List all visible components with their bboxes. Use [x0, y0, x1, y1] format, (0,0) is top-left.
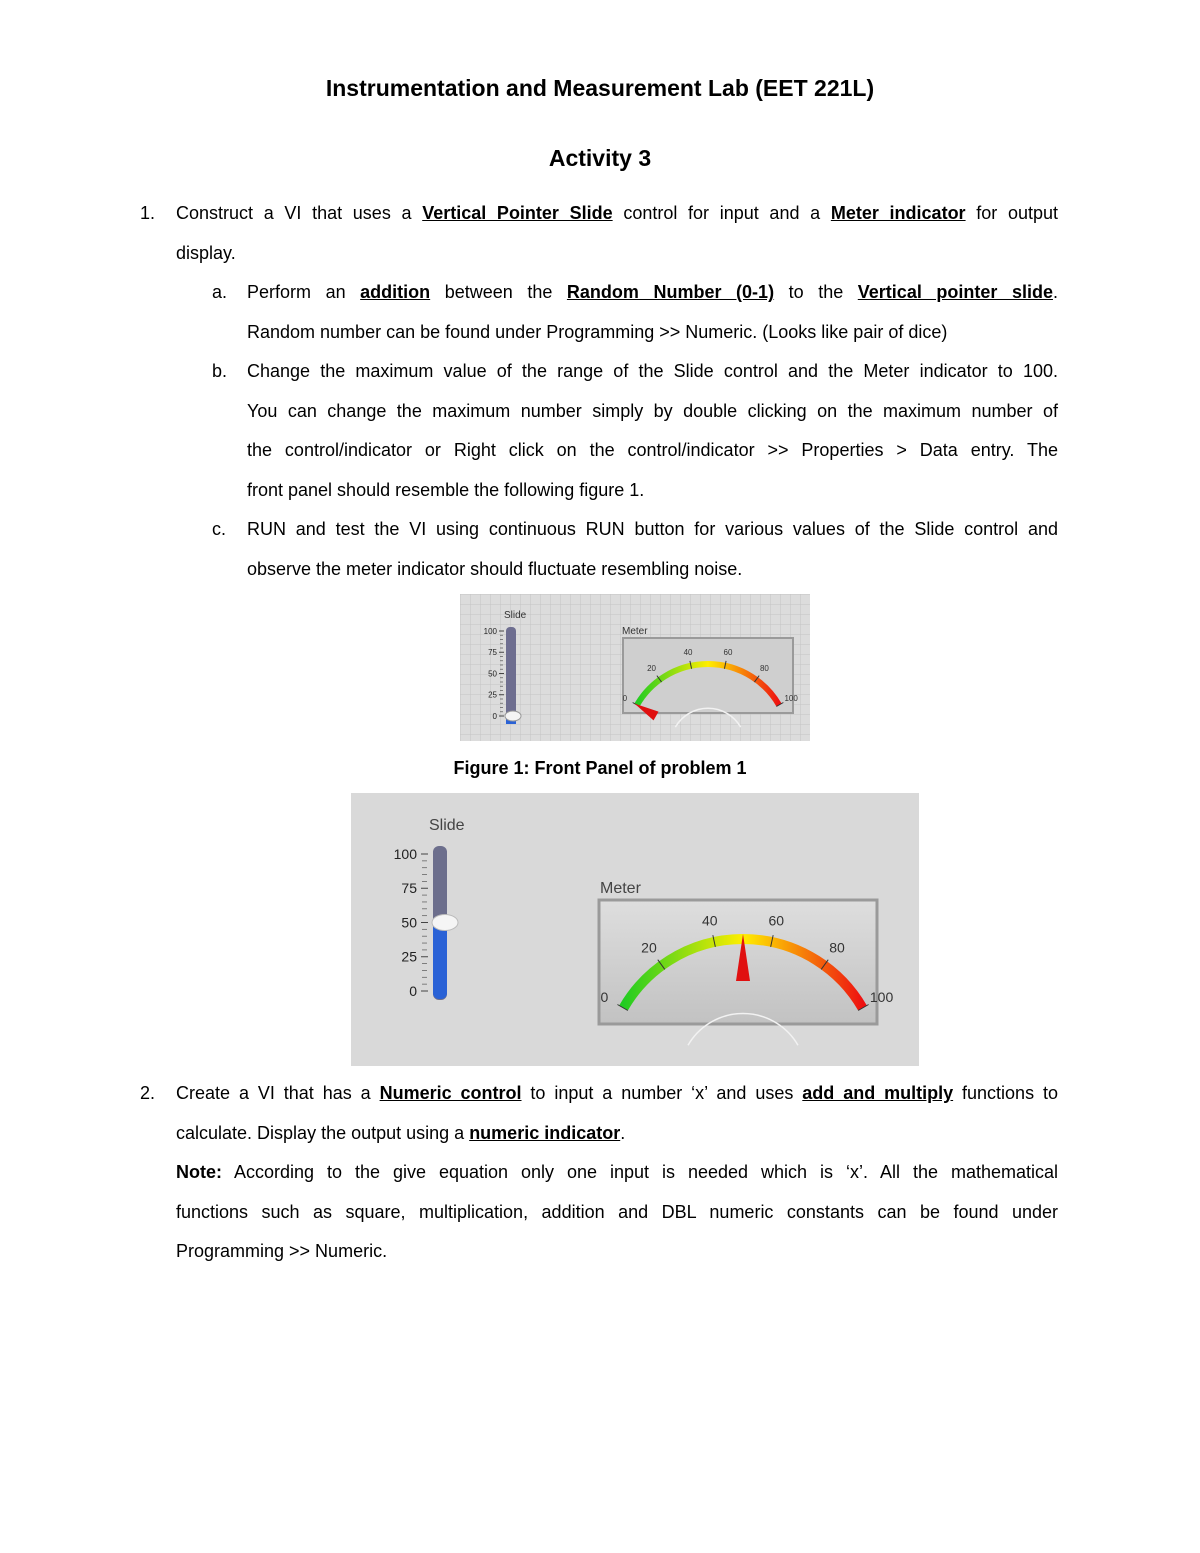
q2-text-1: Create a VI that has a — [176, 1083, 380, 1103]
q2-term-numeric-control: Numeric control — [379, 1083, 522, 1103]
meter-tick-label-0: 0 — [622, 693, 628, 703]
large-slide-thumb[interactable] — [432, 915, 458, 931]
slide-tick-label-25: 25 — [488, 690, 497, 700]
q2-text-3: functions to — [953, 1083, 1058, 1103]
q1b-text — [247, 352, 1058, 510]
q2-line-1 — [176, 1074, 1058, 1114]
small-meter-frame — [623, 638, 793, 713]
q1b-line-3: the control/indicator or Right click on the control/indicator >> Properties > Data entry. The — [247, 440, 1058, 460]
q1a-text — [247, 273, 1058, 352]
meter-tick-label-60: 60 — [768, 912, 785, 929]
q1c-line-1: RUN and test the VI using continuous RUN button for various values of the Slide control and — [247, 519, 1058, 539]
q1a-text-1: Perform an — [247, 282, 361, 302]
slide-tick-label-0: 0 — [492, 711, 497, 721]
q2-note-label: Note: — [176, 1162, 222, 1182]
large-slide-label: Slide — [429, 817, 465, 834]
small-slide-label: Slide — [504, 610, 527, 621]
q1-text-3: for output — [965, 203, 1058, 223]
q2-number: 2. — [140, 1083, 156, 1103]
slide-tick-label-100: 100 — [393, 845, 417, 862]
q1-term-vertical-pointer-slide: Vertical Pointer Slide — [422, 203, 613, 223]
meter-tick-label-100: 100 — [869, 988, 894, 1005]
small-slide-thumb[interactable] — [505, 711, 521, 721]
slide-tick-label-25: 25 — [401, 948, 417, 965]
q1-text-2: control for input and a — [612, 203, 831, 223]
slide-tick-label-0: 0 — [409, 982, 417, 999]
q1a-text-4: . — [1052, 282, 1058, 302]
q2-note-line-1 — [176, 1153, 1058, 1193]
q1a-term-vertical-pointer-slide: Vertical pointer slide — [857, 282, 1053, 302]
figure-1-small-front-panel — [460, 594, 810, 741]
q1-term-meter-indicator: Meter indicator — [830, 203, 966, 223]
q2-term-add-and-multiply: add and multiply — [802, 1083, 954, 1103]
q2-text — [176, 1074, 1058, 1272]
q1-number: 1. — [140, 203, 156, 223]
q2-note-text-1: According to the give equation only one input is needed which is ‘x’. All the mathematical — [222, 1162, 1058, 1182]
q1-line-2: display. — [176, 242, 236, 263]
q1a-text-2: between the — [430, 282, 567, 302]
q2-note-line-3: Programming >> Numeric. — [176, 1241, 388, 1261]
q2-line-2 — [176, 1114, 1058, 1154]
q1a-text-3: to the — [774, 282, 858, 302]
meter-tick-label-20: 20 — [647, 664, 657, 674]
slide-tick-label-50: 50 — [488, 669, 497, 679]
large-meter-label: Meter — [600, 880, 641, 897]
q2-text-5: . — [620, 1122, 626, 1143]
small-meter-label: Meter — [622, 626, 648, 637]
document-title: Instrumentation and Measurement Lab (EET 221L) — [325, 75, 875, 101]
meter-tick-label-40: 40 — [683, 647, 693, 657]
slide-tick-label-50: 50 — [401, 914, 417, 931]
q1a-term-addition: addition — [360, 282, 431, 302]
q1b-label: b. — [212, 361, 228, 381]
q1a-line-2: Random number can be found under Programming >> Numeric. (Looks like pair of dice) — [247, 321, 948, 342]
q2-text-4: calculate. Display the output using a — [176, 1122, 470, 1143]
meter-tick-label-20: 20 — [641, 939, 657, 956]
q1-line-1 — [176, 194, 1058, 234]
q1b-line-1: Change the maximum value of the range of the Slide control and the Meter indicator to 100. — [247, 361, 1058, 381]
meter-tick-label-100: 100 — [784, 693, 798, 703]
meter-tick-label-80: 80 — [759, 664, 769, 674]
figure-1-large-front-panel — [351, 793, 919, 1066]
q1b-line-4: front panel should resemble the following figure 1. — [247, 479, 645, 500]
q2-note-line-2: functions such as square, multiplication, addition and DBL numeric constants can be found under — [176, 1201, 1058, 1222]
small-slide-track — [506, 627, 516, 719]
q1-text-1: Construct a VI that uses a — [176, 203, 423, 223]
meter-tick-label-0: 0 — [600, 988, 609, 1005]
q1-text — [176, 194, 1058, 273]
q1a-line-1 — [247, 273, 1058, 313]
large-meter-frame — [599, 900, 877, 1024]
q1b-line-2: You can change the maximum number simply by double clicking on the maximum number of — [247, 400, 1058, 421]
q1c-text — [247, 510, 1058, 589]
activity-heading: Activity 3 — [548, 145, 652, 171]
q2-text-2: to input a number ‘x’ and uses — [521, 1083, 803, 1103]
slide-tick-label-75: 75 — [488, 648, 497, 658]
q1a-label: a. — [212, 282, 228, 302]
q1c-label: c. — [212, 519, 227, 539]
q2-term-numeric-indicator: numeric indicator — [469, 1122, 621, 1143]
figure-1-caption: Figure 1: Front Panel of problem 1 — [453, 758, 747, 778]
large-slide-fill — [433, 923, 447, 1000]
q1a-term-random-number: Random Number (0-1) — [566, 282, 775, 302]
slide-tick-label-100: 100 — [483, 626, 497, 636]
meter-tick-label-60: 60 — [723, 647, 733, 657]
meter-tick-label-40: 40 — [701, 912, 718, 929]
meter-tick-label-80: 80 — [829, 939, 845, 956]
q1c-line-2: observe the meter indicator should fluctuate resembling noise. — [247, 558, 743, 579]
slide-tick-label-75: 75 — [401, 880, 417, 897]
